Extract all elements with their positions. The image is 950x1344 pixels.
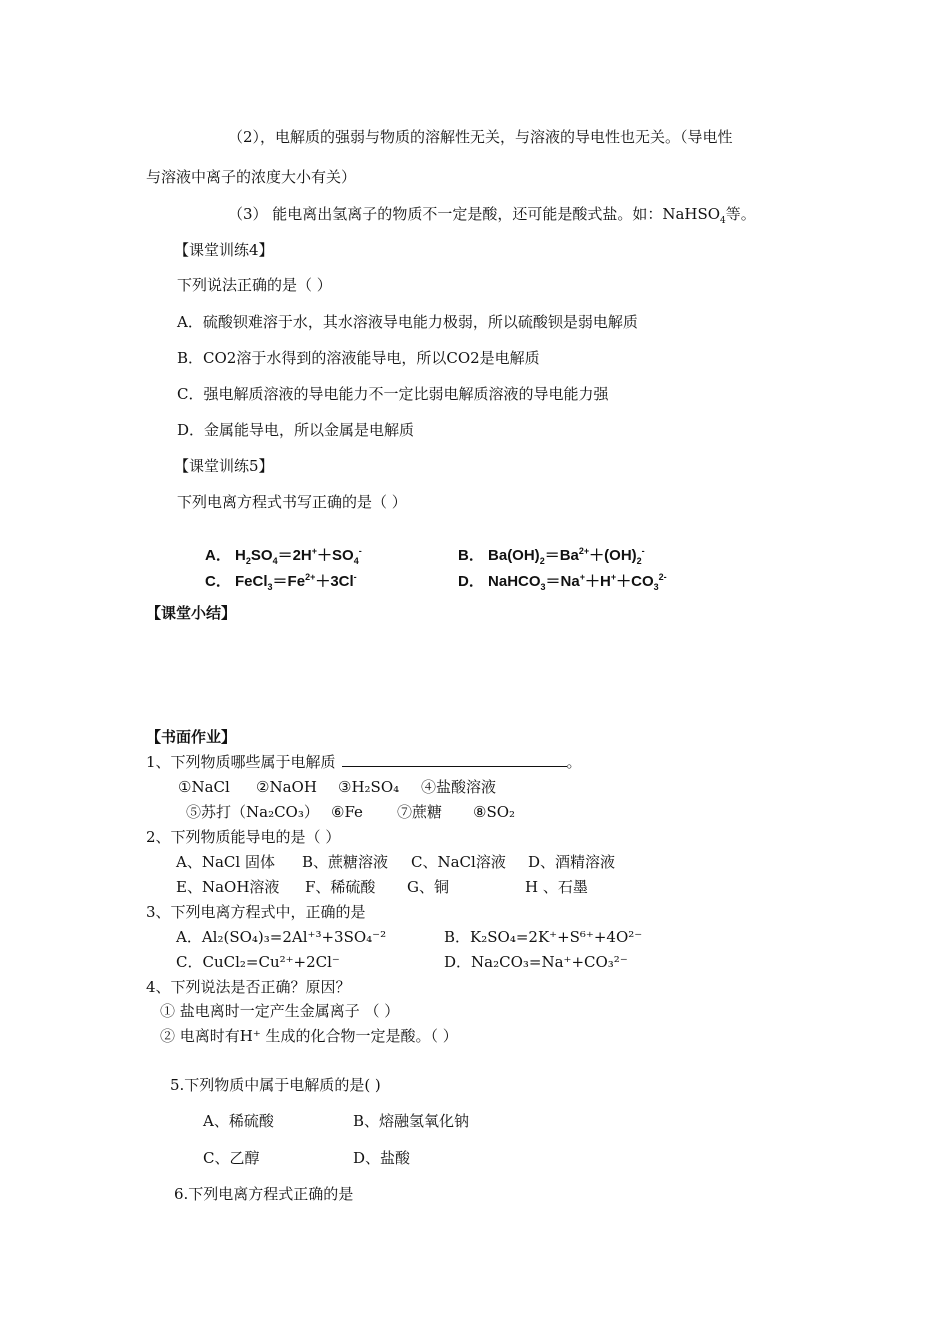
hw-q2-option-f: F、稀硫酸 bbox=[305, 878, 376, 896]
training-5-choice-c bbox=[205, 567, 357, 597]
choice-d-equation: $NaHCO_3=Na^++H^++CO_3^{2-}$ bbox=[488, 572, 667, 592]
hw-q1-item-6: ⑥Fe bbox=[331, 803, 363, 821]
hw-q2-option-d: D、酒精溶液 bbox=[528, 853, 616, 871]
training-4-option-d: D．金属能导电，所以金属是电解质 bbox=[177, 421, 415, 439]
hw-q2-option-a: A、NaCl 固体 bbox=[176, 853, 275, 871]
hw-q1-answer-blank bbox=[342, 752, 567, 767]
hw-q5-option-c: C、乙醇 bbox=[203, 1149, 260, 1167]
choice-d-label: D． bbox=[458, 573, 484, 590]
hw-q1-end: 。 bbox=[566, 753, 582, 771]
training-5-choice-d bbox=[458, 567, 667, 597]
hw-q3-stem: 3、下列电离方程式中，正确的是 bbox=[146, 903, 366, 921]
choice-c-label: C． bbox=[205, 573, 231, 590]
hw-q2-option-e: E、NaOH溶液 bbox=[176, 878, 280, 896]
hw-q1-item-3: ③H₂SO₄ bbox=[338, 778, 400, 796]
hw-q5-stem: 5.下列物质中属于电解质的是( ) bbox=[170, 1076, 381, 1094]
note-3-suffix: 等。 bbox=[725, 205, 756, 223]
hw-q1-stem bbox=[146, 752, 582, 772]
hw-q4-stem: 4、下列说法是否正确？原因？ bbox=[146, 978, 351, 996]
hw-q1-item-2: ②NaOH bbox=[256, 778, 317, 796]
hw-q6-stem: 6.下列电离方程式正确的是 bbox=[174, 1185, 354, 1203]
hw-q3-option-c: C．CuCl₂=Cu²⁺+2Cl⁻ bbox=[176, 953, 340, 971]
training-4-heading: 【课堂训练4】 bbox=[174, 241, 274, 259]
hw-q1-stem-text: 1、下列物质哪些属于电解质 bbox=[146, 753, 336, 771]
hw-q1-item-5: ⑤苏打（Na₂CO₃） bbox=[186, 803, 319, 821]
note-3-subscript: 4 bbox=[720, 216, 726, 226]
hw-q2-option-g: G、铜 bbox=[407, 878, 449, 896]
note-3 bbox=[228, 204, 756, 231]
hw-q3-option-a: A．Al₂(SO₄)₃=2Al⁺³+3SO₄⁻² bbox=[176, 928, 387, 946]
homework-heading: 【书面作业】 bbox=[146, 728, 237, 746]
hw-q2-option-h: H 、石墨 bbox=[525, 878, 588, 896]
training-4-option-b: B．CO2溶于水得到的溶液能导电，所以CO2是电解质 bbox=[177, 349, 540, 367]
choice-b-label: B． bbox=[458, 547, 484, 564]
choice-a-label: A． bbox=[205, 547, 231, 564]
hw-q2-stem: 2、下列物质能导电的是（ ） bbox=[146, 828, 341, 846]
note-3-text: （3） 能电离出氢离子的物质不一定是酸，还可能是酸式盐。如：NaHSO bbox=[228, 205, 721, 223]
hw-q1-item-1: ①NaCl bbox=[178, 778, 230, 796]
summary-heading: 【课堂小结】 bbox=[146, 604, 237, 622]
hw-q5-option-b: B、熔融氢氧化钠 bbox=[353, 1112, 470, 1130]
hw-q2-option-b: B、蔗糖溶液 bbox=[302, 853, 389, 871]
hw-q5-option-a: A、稀硫酸 bbox=[203, 1112, 274, 1130]
choice-a-equation: $H_2SO_4=2H^++SO_4^-$ bbox=[235, 546, 362, 566]
note-2-line-1: （2），电解质的强弱与物质的溶解性无关，与溶液的导电性也无关。（导电性 bbox=[228, 128, 733, 146]
training-5-heading: 【课堂训练5】 bbox=[174, 457, 274, 475]
hw-q4-item-2: ② 电离时有H⁺ 生成的化合物一定是酸。（ ） bbox=[160, 1027, 458, 1045]
training-5-question: 下列电离方程式书写正确的是（ ） bbox=[177, 493, 407, 511]
hw-q3-option-d: D．Na₂CO₃=Na⁺+CO₃²⁻ bbox=[444, 953, 628, 971]
training-4-question: 下列说法正确的是（ ） bbox=[177, 276, 332, 294]
note-2-line-2: 与溶液中离子的浓度大小有关） bbox=[146, 168, 357, 186]
hw-q4-item-1: ① 盐电离时一定产生金属离子 （ ） bbox=[160, 1002, 400, 1020]
hw-q1-item-7: ⑦蔗糖 bbox=[397, 803, 443, 821]
training-4-option-a: A．硫酸钡难溶于水，其水溶液导电能力极弱，所以硫酸钡是弱电解质 bbox=[177, 313, 638, 331]
hw-q1-item-4: ④盐酸溶液 bbox=[421, 778, 497, 796]
hw-q3-option-b: B．K₂SO₄=2K⁺+S⁶⁺+4O²⁻ bbox=[444, 928, 643, 946]
hw-q5-option-d: D、盐酸 bbox=[353, 1149, 411, 1167]
training-4-option-c: C．强电解质溶液的导电能力不一定比弱电解质溶液的导电能力强 bbox=[177, 385, 609, 403]
hw-q2-option-c: C、NaCl溶液 bbox=[411, 853, 506, 871]
choice-c-equation: $FeCl_3=Fe^{2+}+3Cl^-$ bbox=[235, 572, 357, 592]
hw-q1-item-8: ⑧SO₂ bbox=[473, 803, 516, 821]
choice-b-equation: $Ba(OH)_2=Ba^{2+}+(OH)_2^-$ bbox=[488, 546, 645, 566]
